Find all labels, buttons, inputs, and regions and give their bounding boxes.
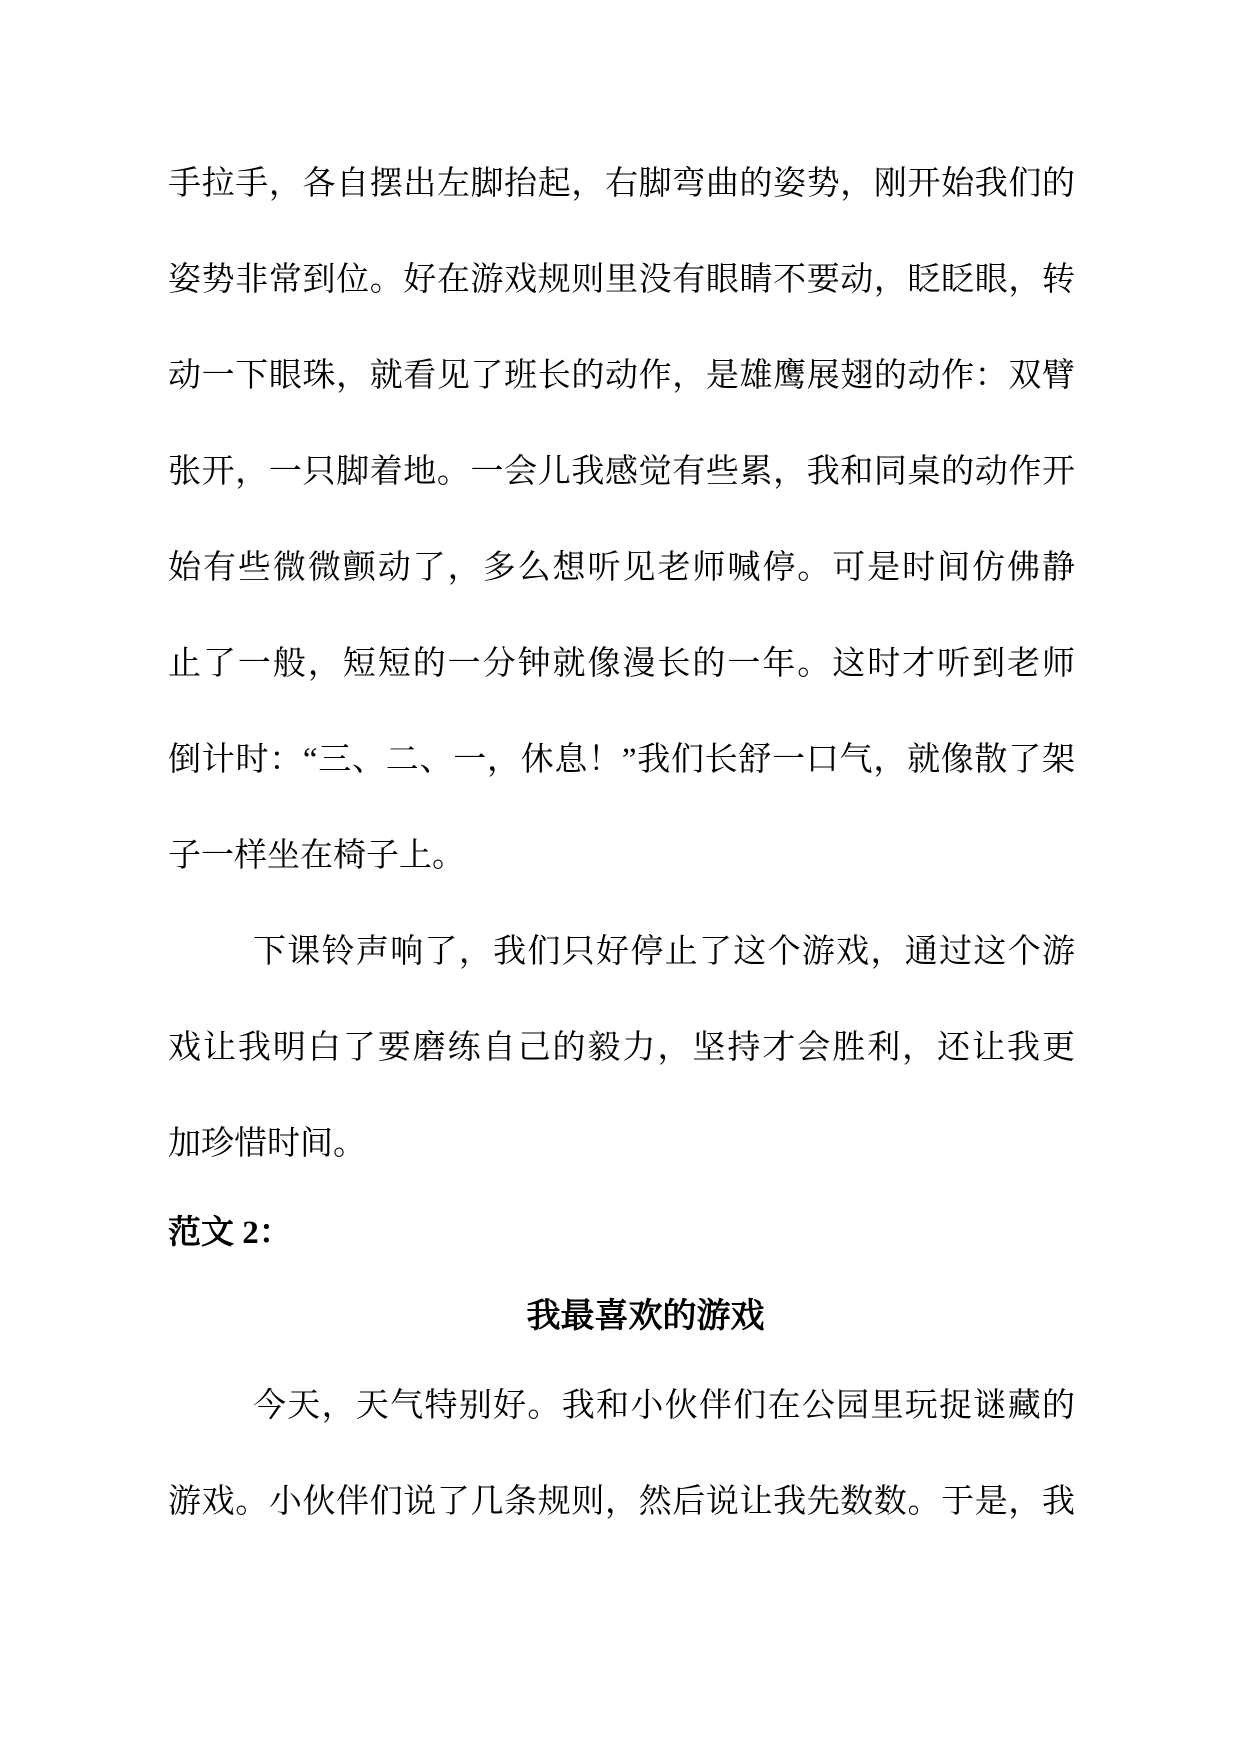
text-line: 今天，天气特别好。我和小伙伴们在公园里玩捉谜藏的 [253, 1388, 1075, 1424]
text-line: 下课铃声响了，我们只好停止了这个游戏，通过这个游 [253, 934, 1075, 970]
text-line: 游戏。小伙伴们说了几条规则，然后说让我先数数。于是，我 [168, 1484, 1075, 1520]
text-line: 倒计时：“三、二、一，休息！”我们长舒一口气，就像散了架 [168, 742, 1075, 778]
text-line: 始有些微微颤动了，多么想听见老师喊停。可是时间仿佛静 [168, 550, 1075, 586]
essay-text [168, 136, 1075, 1550]
text-line: 姿势非常到位。好在游戏规则里没有眼睛不要动，眨眨眼，转 [168, 262, 1075, 298]
paragraph-3 [168, 1358, 1075, 1550]
text-line: 加珍惜时间。 [168, 1126, 366, 1162]
text-line: 动一下眼珠，就看见了班长的动作，是雄鹰展翅的动作：双臂 [168, 358, 1075, 394]
text-line: 张开，一只脚着地。一会儿我感觉有些累，我和同桌的动作开 [168, 454, 1075, 490]
paragraph-1 [168, 136, 1075, 904]
text-line: 手拉手，各自摆出左脚抬起，右脚弯曲的姿势，刚开始我们的 [168, 166, 1075, 202]
section-label: 范文 2： [168, 1215, 292, 1251]
text-line: 止了一般，短短的一分钟就像漫长的一年。这时才听到老师 [168, 646, 1075, 682]
paragraph-2 [168, 904, 1075, 1192]
text-line: 戏让我明白了要磨练自己的毅力，坚持才会胜利，还让我更 [168, 1030, 1075, 1066]
text-line: 子一样坐在椅子上。 [168, 838, 465, 874]
essay-title: 我最喜欢的游戏 [526, 1298, 765, 1335]
